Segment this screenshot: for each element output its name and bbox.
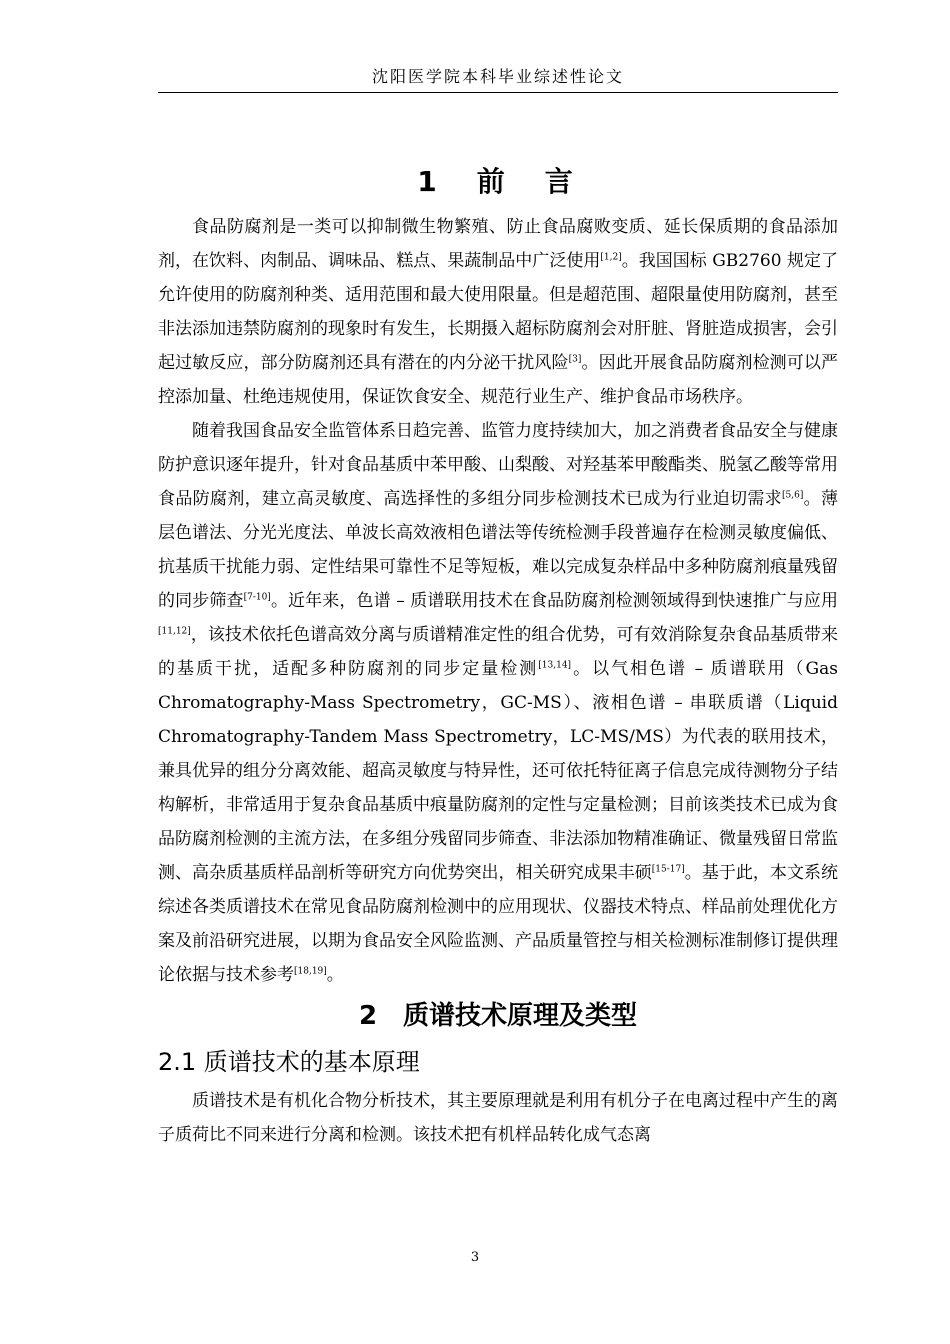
paragraph-3: 质谱技术是有机化合物分析技术，其主要原理就是利用有机分子在电离过程中产生的离子质荷比不同来进行分离和检测。该技术把有机样品转化成气态离 (158, 1091, 838, 1145)
paragraph-2-text-d: ，该技术依托色谱高效分离与质谱精准定性的组合优势，可有效消除复杂食品基质带来的基质干扰，适配多种防腐剂的同步定量检测 (158, 625, 838, 679)
paragraph-2-text-e: 。以气相色谱 – 质谱联用（Gas Chromatography-Mass Spectrometry，GC-MS）、液相色谱 – 串联质谱（Liquid Chromatography-Tandem Mass Spectrometry，LC-MS/MS）为代表的联用技术，兼具优异的组分分离效能、超高灵敏度与特异性，还可依托特征离子信息完成待测物分子结构解析，非常适用于复杂食品基质中痕量防腐剂的定性与定量检测；目前该类技术已成为食品防腐剂检测的主流方法，在多组分残留同步筛查、非法添加物精准确证、微量残留日常监测、高杂质基质样品剖析等研究方向优势突出，相关研究成果丰硕 (158, 659, 838, 883)
paragraph-1 (158, 210, 838, 414)
citation: [15-17] (651, 864, 685, 875)
citation: [1,2] (600, 252, 622, 263)
citation: [11,12] (158, 626, 191, 637)
paragraph-1-text-b: 。我国国标 GB2760 规定了允许使用的防腐剂种类、适用范围和最大使用限量。但是超范围、超限量使用防腐剂，甚至非法添加违禁防腐剂的现象时有发生，长期摄入超标防腐剂会对肝脏、肾脏造成损害，会引起过敏反应，部分防腐剂还具有潜在的内分泌干扰风险 (158, 251, 839, 373)
paragraph-2 (158, 414, 838, 992)
paragraph-1-text-a: 食品防腐剂是一类可以抑制微生物繁殖、防止食品腐败变质、延长保质期的食品添加剂，在饮料、肉制品、调味品、糕点、果蔬制品中广泛使用 (158, 217, 838, 271)
page-header: 沈阳医学院本科毕业综述性论文 (371, 67, 624, 86)
paragraph-2-text-c: 。近年来，色谱 – 质谱联用技术在食品防腐剂检测领域得到快速推广与应用 (270, 591, 839, 611)
citation: [3] (568, 354, 582, 365)
section-2-heading: 2 质谱技术原理及类型 (358, 1001, 638, 1031)
citation: [5,6] (782, 490, 804, 501)
subsection-2-1-heading: 2.1 质谱技术的基本原理 (158, 1048, 420, 1076)
paragraph-2-text-g: 。 (326, 965, 344, 985)
paragraph-1-text-c: 。因此开展食品防腐剂检测可以严控添加量、杜绝违规使用，保证饮食安全、规范行业生产、维护食品市场秩序。 (158, 353, 839, 407)
citation: [18,19] (294, 966, 327, 977)
page-body (158, 160, 838, 1152)
header-rule (158, 92, 838, 93)
paragraph-2-text-a: 随着我国食品安全监管体系日趋完善、监管力度持续加大，加之消费者食品安全与健康防护意识逐年提升，针对食品基质中苯甲酸、山梨酸、对羟基苯甲酸酯类、脱氢乙酸等常用食品防腐剂，建立高灵敏度、高选择性的多组分同步检测技术已成为行业迫切需求 (158, 421, 838, 509)
paragraph-2-text-f: 。基于此，本文系统综述各类质谱技术在常见食品防腐剂检测中的应用现状、仪器技术特点、样品前处理优化方案及前沿研究进展，以期为食品安全风险监测、产品质量管控与相关检测标准制修订提供理论依据与技术参考 (158, 863, 839, 985)
page-number: 3 (470, 1250, 480, 1265)
citation: [13,14] (538, 660, 572, 671)
section-1-heading: 1 前 言 (417, 165, 579, 198)
paragraph-2-text-b: 。薄层色谱法、分光光度法、单波长高效液相色谱法等传统检测手段普遍存在检测灵敏度偏低、抗基质干扰能力弱、定性结果可靠性不足等短板，难以完成复杂样品中多种防腐剂痕量残留的同步筛查 (158, 489, 839, 611)
citation: [7-10] (243, 592, 271, 603)
